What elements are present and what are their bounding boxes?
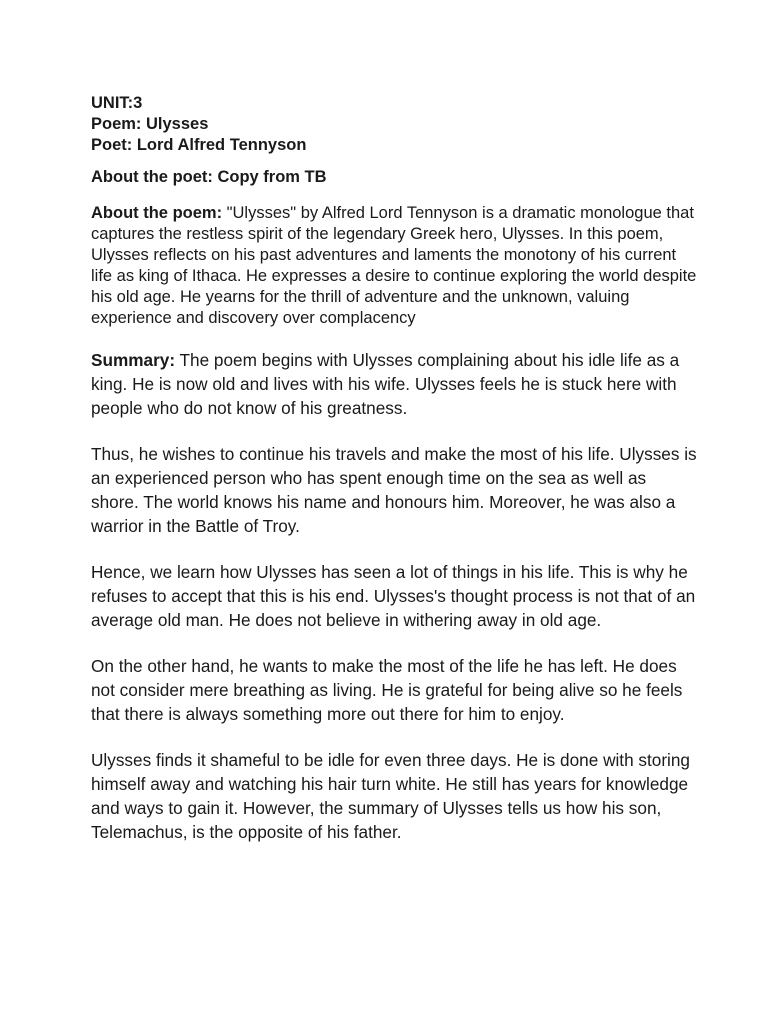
poet-name: Poet: Lord Alfred Tennyson bbox=[91, 136, 307, 154]
about-poem-text: "Ulysses" by Alfred Lord Tennyson is a dramatic monologue that captures the restless spirit of the legendary Greek hero, Ulysses. In this poem, Ulysses reflects on his past adventures and laments the monotony of his current life as king of Ithaca. He expresses a desire to continue exploring the world despite his old age. He yearns for the thrill of adventure and the unknown, valuing experience and discovery over complacency bbox=[91, 204, 697, 327]
summary-text: The poem begins with Ulysses complaining about his idle life as a king. He is now old and lives with his wife. Ulysses feels he is stuck here with people who do not know of his greatness. bbox=[91, 350, 680, 418]
body-paragraph: Ulysses finds it shameful to be idle for even three days. He is done with storing himself away and watching his hair turn white. He still has years for knowledge and ways to gain it. However, the summary of Ulysses tells us how his son, Telemachus, is the opposite of his father. bbox=[91, 750, 690, 842]
document-header bbox=[91, 93, 698, 156]
body-paragraph: Thus, he wishes to continue his travels and make the most of his life. Ulysses is an experienced person who has spent enough time on the sea as well as shore. The world knows his name and honours him. Moreover, he was also a warrior in the Battle of Troy. bbox=[91, 444, 697, 536]
about-poem-paragraph bbox=[91, 203, 698, 329]
poem-title: Poem: Ulysses bbox=[91, 115, 209, 133]
unit-heading: UNIT:3 bbox=[91, 94, 143, 112]
about-poet-line: About the poet: Copy from TB bbox=[91, 168, 327, 186]
summary-paragraph bbox=[91, 348, 698, 420]
body-paragraph: Hence, we learn how Ulysses has seen a lot of things in his life. This is why he refuses to accept that this is his end. Ulysses's thought process is not that of an average old man. He does not believe in withering away in old age. bbox=[91, 562, 696, 630]
about-poem-label: About the poem: bbox=[91, 204, 223, 222]
summary-label: Summary: bbox=[91, 350, 176, 370]
body-paragraph: On the other hand, he wants to make the most of the life he has left. He does not consider mere breathing as living. He is grateful for being alive so he feels that there is always something more out there for him to enjoy. bbox=[91, 656, 683, 724]
